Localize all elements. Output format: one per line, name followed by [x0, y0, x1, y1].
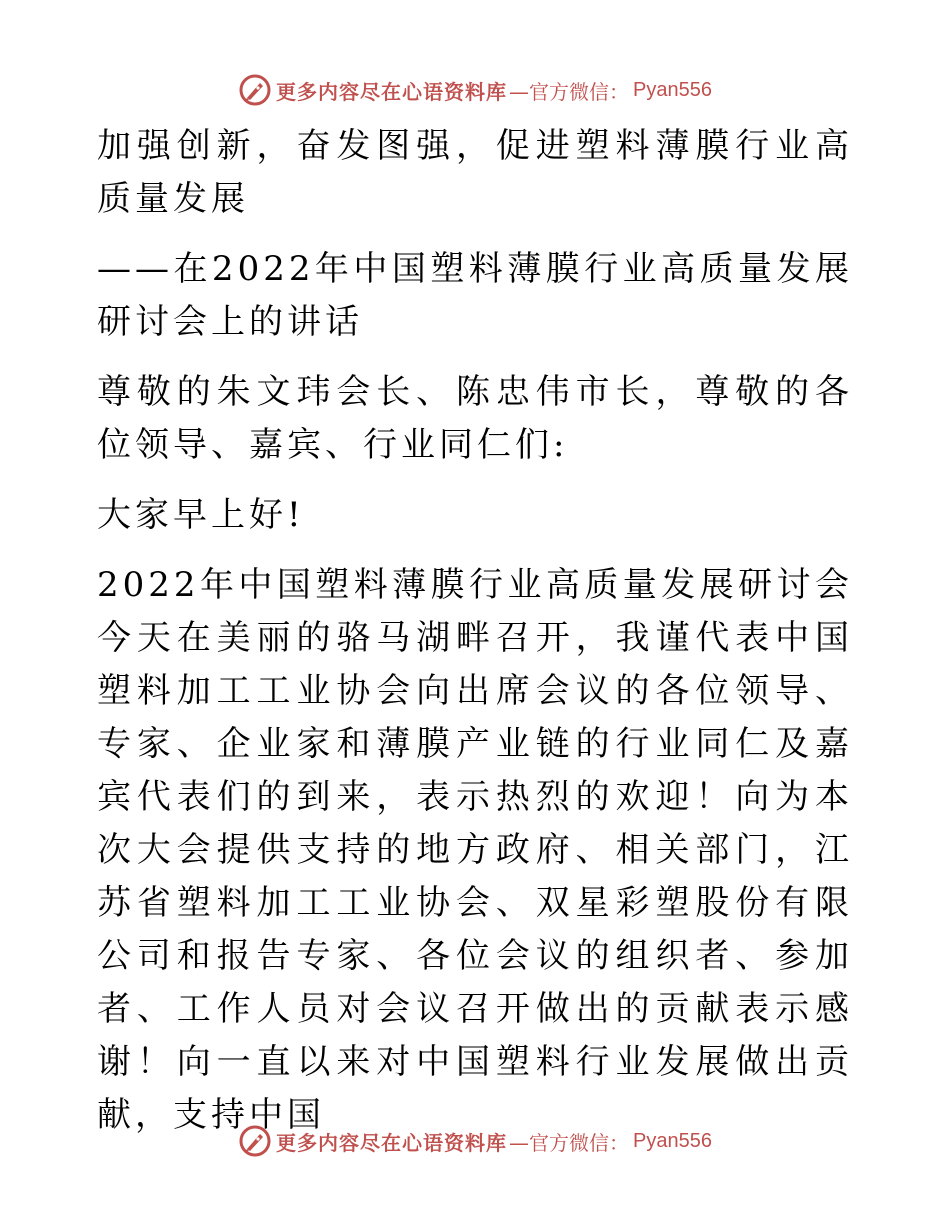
document-subtitle: ——在2022年中国塑料薄膜行业高质量发展研讨会上的讲话 [97, 249, 853, 342]
document-body [97, 120, 853, 1142]
header-watermark [0, 70, 950, 110]
pen-nib-logo-icon [238, 73, 272, 107]
greeting: 大家早上好! [97, 495, 305, 535]
document-title: 加强创新，奋发图强，促进塑料薄膜行业高质量发展 [97, 126, 853, 219]
watermark-separator: —官方微信： [509, 79, 630, 104]
watermark-wechat-id: Pyan556 [633, 78, 712, 101]
watermark-text: 更多内容尽在心语资料库 [276, 79, 508, 104]
watermark-wechat-id: Pyan556 [633, 1129, 712, 1152]
pen-nib-logo-icon [238, 1124, 272, 1158]
watermark-separator: —官方微信： [509, 1130, 630, 1155]
footer-watermark [0, 1121, 950, 1161]
watermark-text: 更多内容尽在心语资料库 [276, 1130, 508, 1155]
body-paragraph: 2022年中国塑料薄膜行业高质量发展研讨会今天在美丽的骆马湖畔召开，我谨代表中国塑料加工工业协会向出席会议的各位领导、专家、企业家和薄膜产业链的行业同仁及嘉宾代表们的到来，表示热烈的欢迎！向为本次大会提供支持的地方政府、相关部门，江苏省塑料加工工业协会、双星彩塑股份有限公司和报告专家、各位会议的组织者、参加者、工作人员对会议召开做出的贡献表示感谢！向一直以来对中国塑料行业发展做出贡献，支持中国 [97, 565, 853, 1135]
salutation: 尊敬的朱文玮会长、陈忠伟市长，尊敬的各位领导、嘉宾、行业同仁们: [97, 372, 853, 465]
